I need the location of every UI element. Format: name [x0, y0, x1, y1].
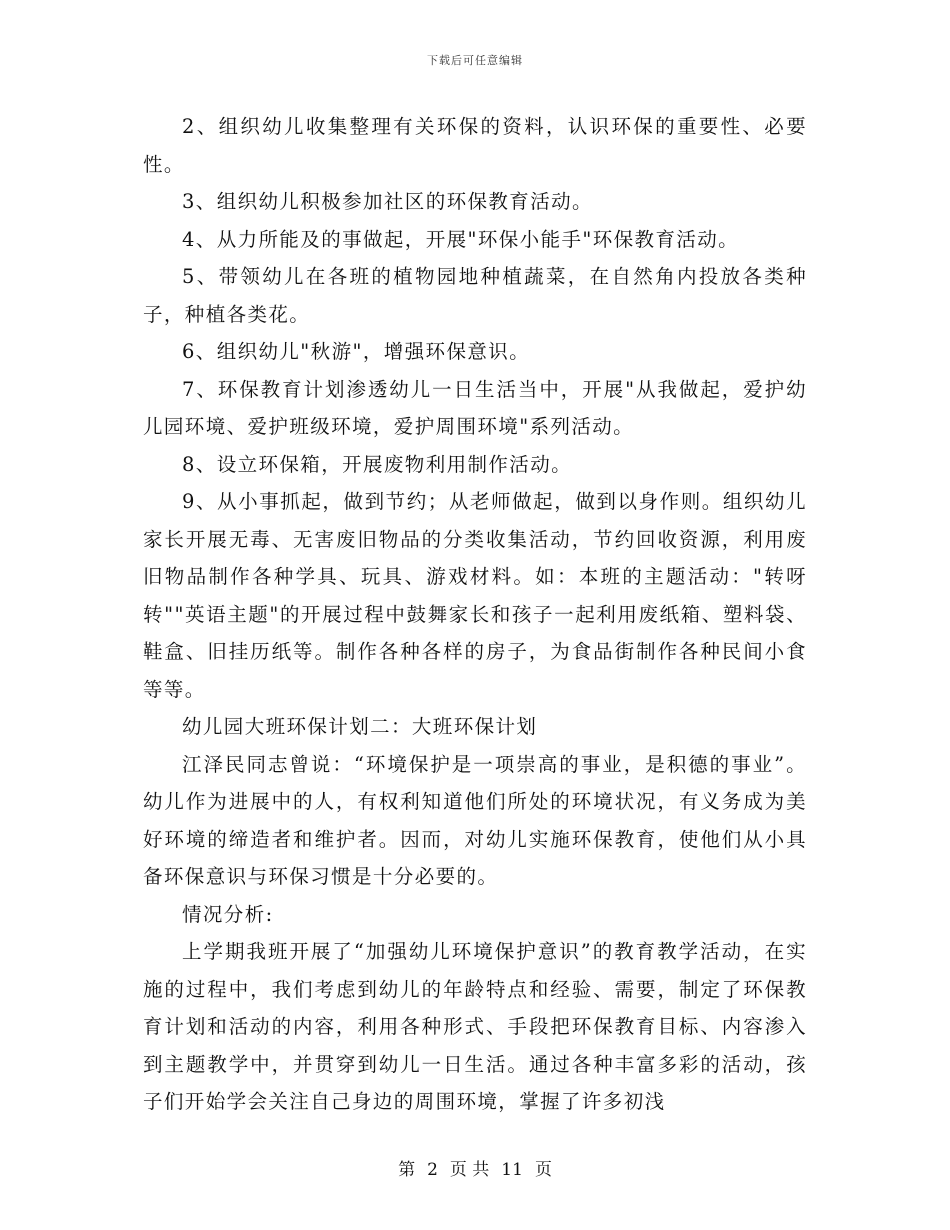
- document-body: [143, 108, 807, 1121]
- paragraph-item-6: 6、组织幼儿"秋游"，增强环保意识。: [182, 340, 531, 363]
- footer-prefix: 第: [398, 1160, 416, 1180]
- paragraph-item-5: 5、带领幼儿在各班的植物园地种植蔬菜，在自然角内投放各类种子，种植各类花。: [143, 265, 807, 326]
- paragraph-item-9: 9、从小事抓起，做到节约；从老师做起，做到以身作则。组织幼儿家长开展无毒、无害废旧物品的分类收集活动，节约回收资源，利用废旧物品制作各种学具、玩具、游戏材料。如：本班的主题活动："转呀转""英语主题"的开展过程中鼓舞家长和孩子一起利用废纸箱、塑料袋、鞋盒、旧挂历纸等。制作各种各样的房子，为食品街制作各种民间小食等等。: [143, 490, 807, 701]
- analysis-paragraph: 上学期我班开展了“加强幼儿环境保护意识”的教育教学活动，在实施的过程中，我们考虑到幼儿的年龄特点和经验、需要，制定了环保教育计划和活动的内容，利用各种形式、手段把环保教育目标、内容渗入到主题教学中，并贯穿到幼儿一日生活。通过各种丰富多彩的活动，孩子们开始学会关注自己身边的周围环境，掌握了许多初浅: [143, 940, 807, 1113]
- footer-total-pages: 11: [501, 1160, 523, 1180]
- paragraph-item-8: 8、设立环保箱，开展废物利用制作活动。: [182, 452, 573, 476]
- footer-suffix: 页: [534, 1160, 552, 1180]
- paragraph-item-7: 7、环保教育计划渗透幼儿一日生活当中，开展"从我做起，爱护幼儿园环境、爱护班级环境，爱护周围环境"系列活动。: [143, 377, 807, 438]
- page-header: 下载后可任意编辑: [427, 54, 523, 67]
- paragraph-item-3: 3、组织幼儿积极参加社区的环保教育活动。: [182, 190, 593, 213]
- subsection-heading: 情况分析:: [182, 902, 274, 926]
- footer-page-number: 2: [427, 1160, 438, 1180]
- paragraph-item-2: 2、组织幼儿收集整理有关环保的资料，认识环保的重要性、必要性。: [143, 115, 807, 176]
- footer-middle: 页 共: [449, 1160, 490, 1180]
- paragraph-item-4: 4、从力所能及的事做起，开展"环保小能手"环保教育活动。: [182, 227, 740, 251]
- section-heading: 幼儿园大班环保计划二：大班环保计划: [182, 715, 538, 738]
- page-footer: [0, 1155, 950, 1180]
- intro-paragraph: 江泽民同志曾说：“环境保护是一项崇高的事业，是积德的事业”。幼儿作为进展中的人，有权利知道他们所处的环境状况，有义务成为美好环境的缔造者和维护者。因而，对幼儿实施环保教育，使他们从小具备环保意识与环保习惯是十分必要的。: [143, 752, 807, 888]
